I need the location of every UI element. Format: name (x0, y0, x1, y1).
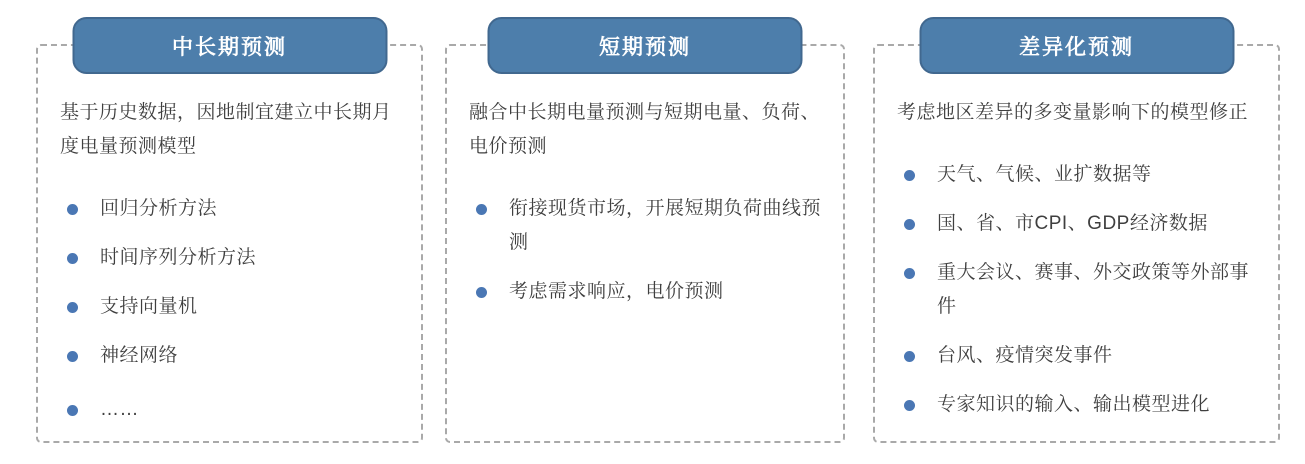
panel-short-term-forecast (445, 35, 845, 443)
bullet-dot-icon (904, 170, 915, 181)
list-item-label: 支持向量机 (100, 296, 198, 317)
bullet-dot-icon (67, 405, 78, 416)
bullet-dot-icon (904, 351, 915, 362)
list-item-label: 重大会议、赛事、外交政策等外部事件 (937, 262, 1250, 317)
panel-differentiated-forecast (873, 35, 1280, 443)
list-item-label: 时间序列分析方法 (100, 247, 257, 268)
list-item-label: 考虑需求响应，电价预测 (509, 281, 724, 302)
bullet-dot-icon (67, 253, 78, 264)
panel-title-badge (488, 17, 803, 74)
list-item (469, 275, 829, 309)
bullet-list (60, 192, 407, 427)
list-item (897, 388, 1264, 422)
list-item-label: 台风、疫情突发事件 (937, 345, 1113, 366)
list-item-label: 国、省、市CPI、GDP经济数据 (937, 213, 1208, 234)
bullet-dot-icon (67, 204, 78, 215)
list-item (469, 192, 829, 260)
bullet-list (469, 192, 829, 309)
panel-description: 考虑地区差异的多变量影响下的模型修正 (897, 102, 1249, 123)
panel-description: 融合中长期电量预测与短期电量、负荷、电价预测 (469, 102, 821, 157)
list-item-label: 专家知识的输入、输出模型进化 (937, 394, 1211, 415)
bullet-dot-icon (476, 204, 487, 215)
list-item (60, 290, 407, 324)
panel-body (38, 46, 421, 427)
list-item (60, 241, 407, 275)
list-item (897, 158, 1264, 192)
bullet-dot-icon (476, 287, 487, 298)
list-item (897, 207, 1264, 241)
list-item-label: 天气、气候、业扩数据等 (937, 164, 1152, 185)
list-item-label: 衔接现货市场，开展短期负荷曲线预测 (509, 198, 822, 253)
panel-title-badge (919, 17, 1234, 74)
list-item (60, 192, 407, 226)
bullet-dot-icon (67, 302, 78, 313)
panel-mid-long-term-forecast (36, 35, 423, 443)
panel-title: 差异化预测 (1019, 35, 1134, 59)
list-item (897, 256, 1264, 324)
panel-title-badge (72, 17, 387, 74)
list-item (60, 393, 407, 427)
panel-body (875, 46, 1278, 422)
list-item-label: …… (100, 399, 139, 420)
panel-title: 中长期预测 (172, 35, 287, 59)
panel-title: 短期预测 (599, 35, 691, 59)
list-item-label: 回归分析方法 (100, 198, 218, 219)
panel-body (447, 46, 843, 309)
list-item (897, 339, 1264, 373)
bullet-dot-icon (904, 268, 915, 279)
bullet-dot-icon (67, 351, 78, 362)
bullet-dot-icon (904, 219, 915, 230)
bullet-list (897, 158, 1264, 422)
panel-description: 基于历史数据，因地制宜建立中长期月度电量预测模型 (60, 102, 392, 157)
bullet-dot-icon (904, 400, 915, 411)
list-item (60, 339, 407, 373)
list-item-label: 神经网络 (100, 345, 179, 366)
